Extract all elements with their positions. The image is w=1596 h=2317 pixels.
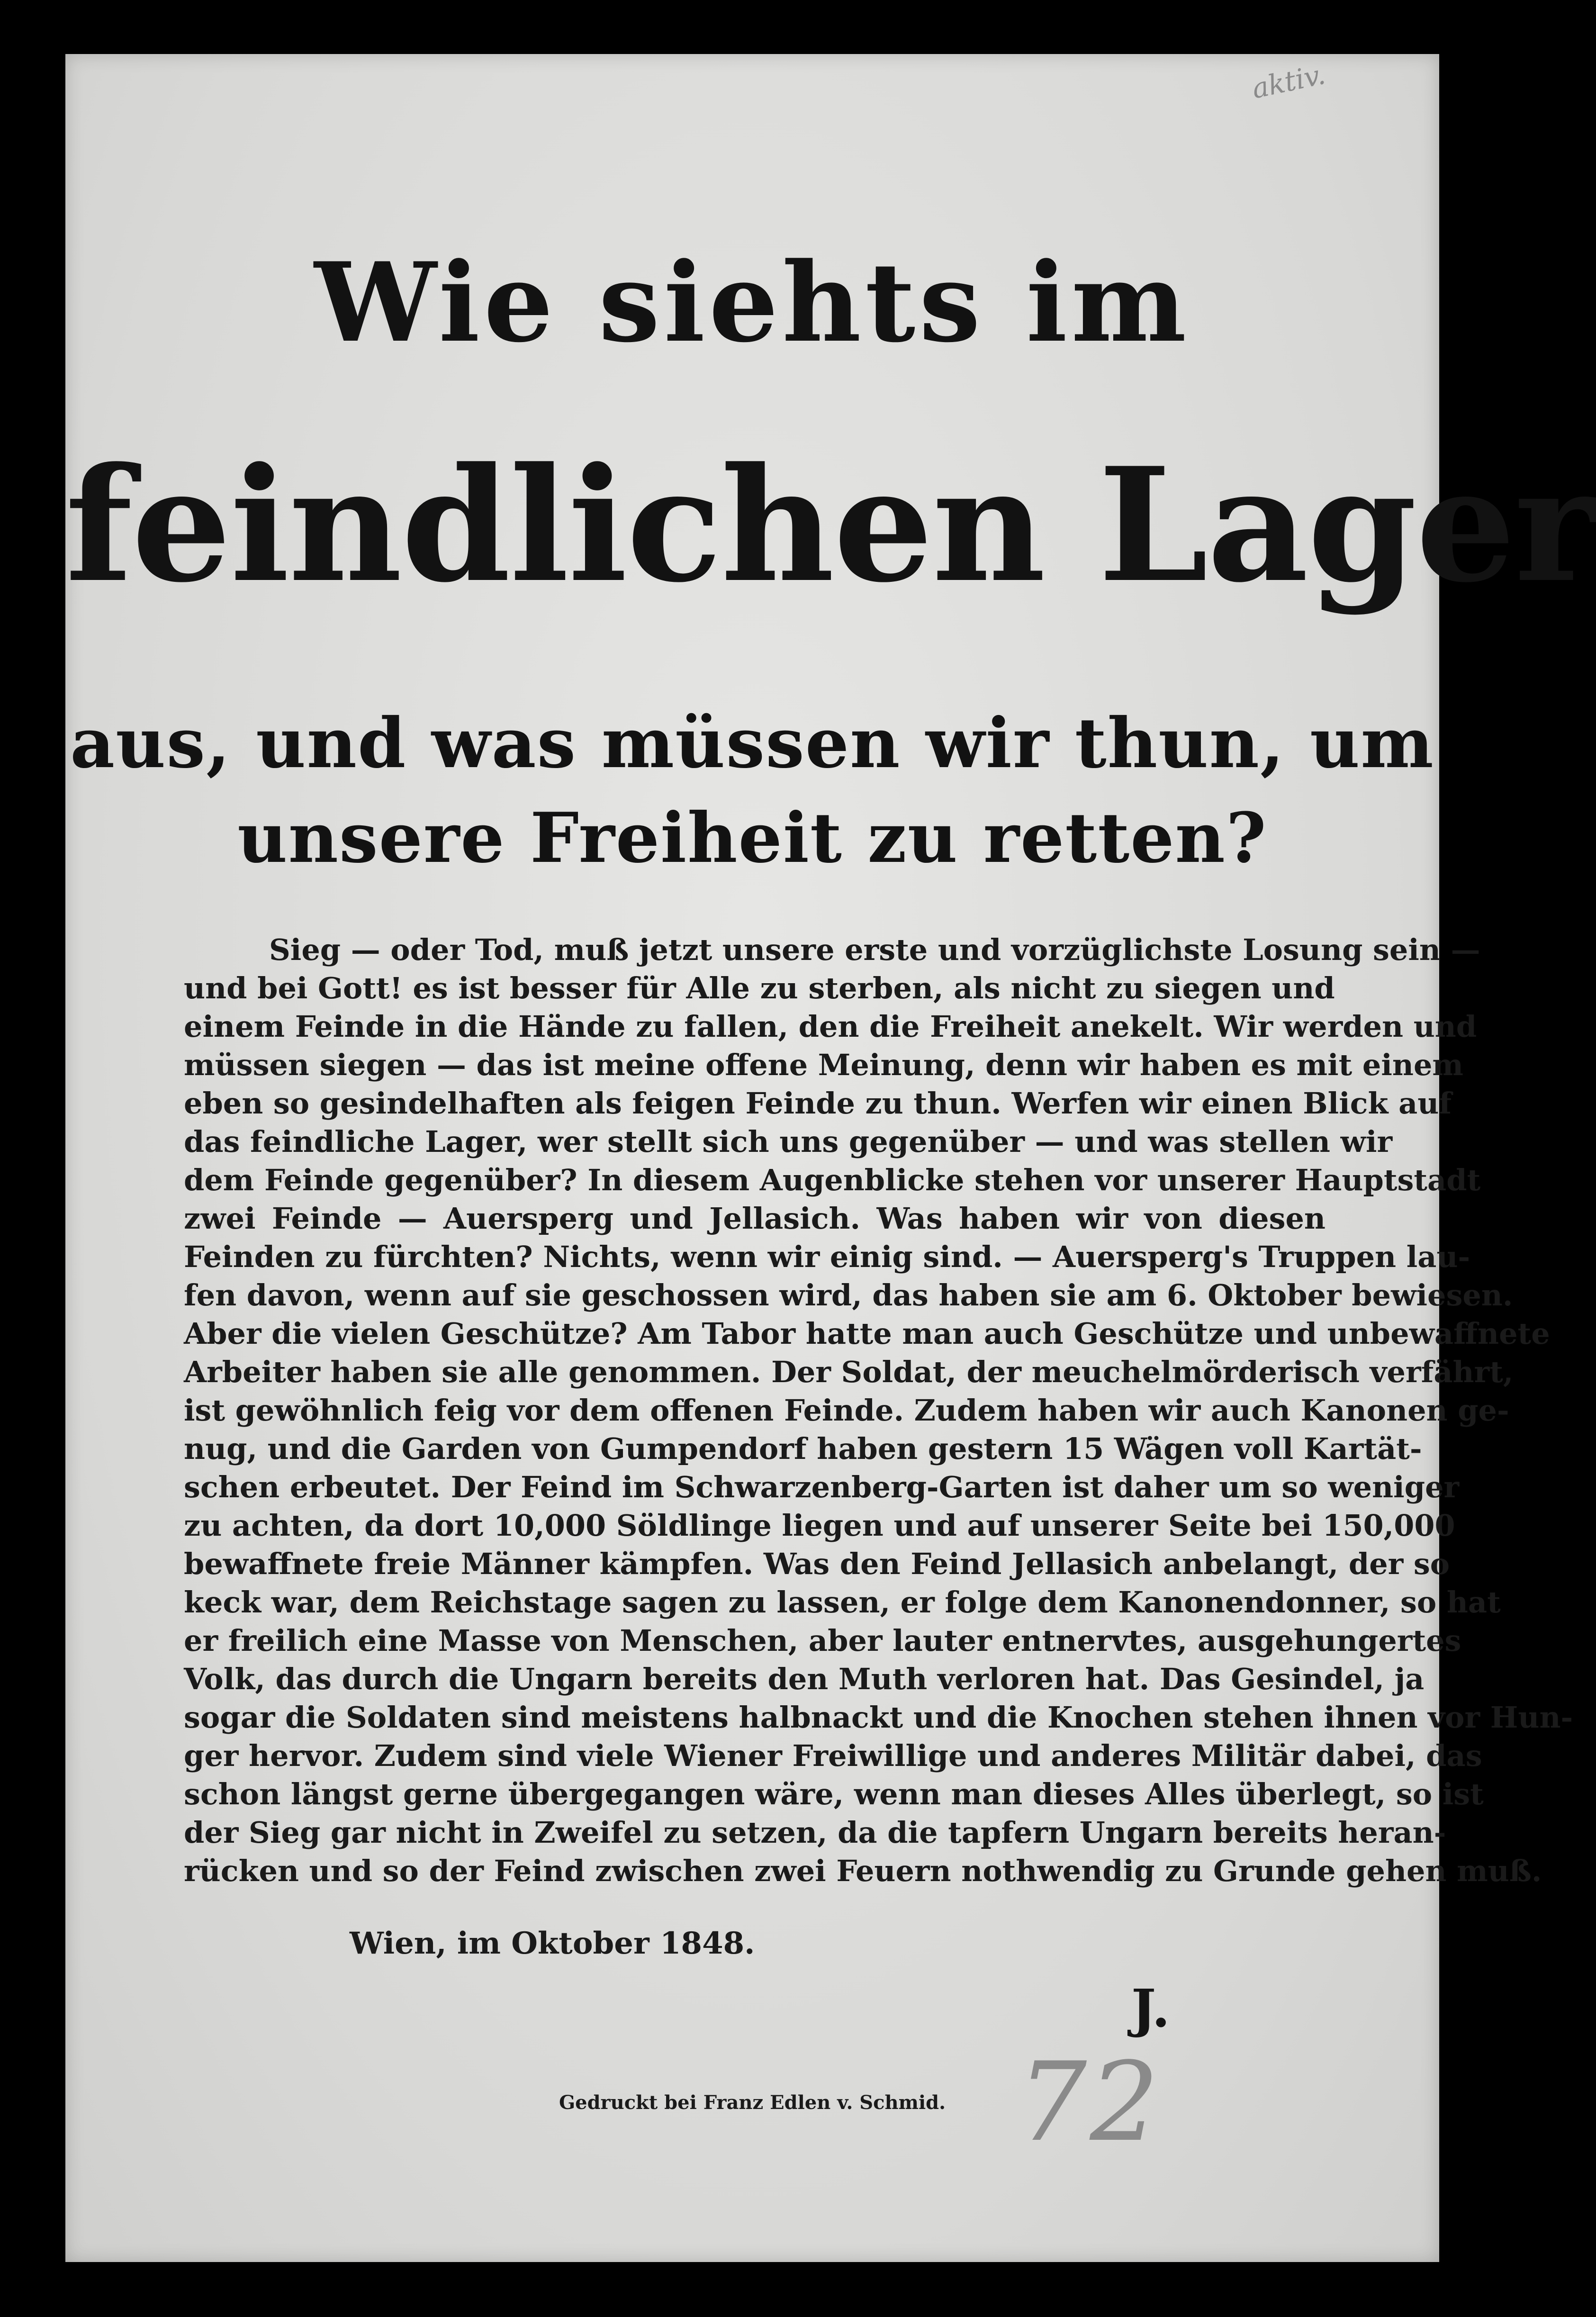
body-line: nug, und die Garden von Gumpendorf haben gestern 15 Wägen voll Kartät- [184, 1431, 1422, 1466]
body-line: schon längst gerne übergegangen wäre, wenn man dieses Alles überlegt, so ist [184, 1777, 1484, 1811]
body-line: Aber die vielen Geschütze? Am Tabor hatte man auch Geschütze und unbewaffnete [184, 1316, 1550, 1351]
body-line: er freilich eine Masse von Menschen, aber lauter entnervtes, ausgehungertes [184, 1623, 1461, 1658]
dateline: Wien, im Oktober 1848. [350, 1926, 755, 1961]
body-line: keck war, dem Reichstage sagen zu lassen, er folge dem Kanonendonner, so hat [184, 1585, 1501, 1620]
title-line-1: Wie siehts im [314, 239, 1190, 367]
shelf-mark: 72 [1018, 2039, 1162, 2166]
body-line: Feinden zu fürchten? Nichts, wenn wir einig sind. — Auersperg's Truppen lau- [184, 1240, 1470, 1274]
body-line: Arbeiter haben sie alle genommen. Der Soldat, der meuchelmörderisch verfährt, [184, 1355, 1514, 1389]
body-line: sogar die Soldaten sind meistens halbnackt und die Knochen stehen ihnen vor Hun- [184, 1700, 1573, 1735]
body-line: rücken und so der Feind zwischen zwei Feuern nothwendig zu Grunde gehen muß. [184, 1854, 1542, 1888]
body-line: zwei Feinde — Auersperg und Jellasich. Was haben wir von diesen [184, 1201, 1325, 1236]
body-line: müssen siegen — das ist meine offene Meinung, denn wir haben es mit einem [184, 1048, 1463, 1082]
body-line: dem Feinde gegenüber? In diesem Augenblicke stehen vor unserer Hauptstadt [184, 1163, 1481, 1197]
body-line: zu achten, da dort 10,000 Söldlinge liegen und auf unserer Seite bei 150,000 [184, 1508, 1455, 1543]
subtitle-line-2: unsere Freiheit zu retten? [237, 798, 1267, 878]
body-line: der Sieg gar nicht in Zweifel zu setzen, da die tapfern Ungarn bereits heran- [184, 1815, 1446, 1850]
signature-initial: J. [1131, 1978, 1170, 2039]
archive-note: aktiv. [1249, 58, 1328, 105]
body-line: Sieg — oder Tod, muß jetzt unsere erste und vorzüglichste Losung sein — [269, 932, 1480, 967]
body-line: das feindliche Lager, wer stellt sich uns gegenüber — und was stellen wir [184, 1124, 1393, 1159]
body-line: ist gewöhnlich feig vor dem offenen Feinde. Zudem haben wir auch Kanonen ge- [184, 1393, 1509, 1428]
body-text [184, 931, 1573, 1890]
broadside-sheet [65, 54, 1596, 2262]
body-line: Volk, das durch die Ungarn bereits den Muth verloren hat. Das Gesindel, ja [184, 1662, 1425, 1696]
subtitle-line-1: aus, und was müssen wir thun, um [70, 703, 1434, 784]
body-line: schen erbeutet. Der Feind im Schwarzenberg-Garten ist daher um so weniger [184, 1470, 1460, 1504]
body-line: einem Feinde in die Hände zu fallen, den die Freiheit anekelt. Wir werden und [184, 1009, 1477, 1044]
body-line: ger hervor. Zudem sind viele Wiener Freiwillige und anderes Militär dabei, das [184, 1738, 1482, 1773]
body-line: eben so gesindelhaften als feigen Feinde zu thun. Werfen wir einen Blick auf [184, 1086, 1452, 1121]
title-line-2: feindlichen Lager [65, 433, 1596, 617]
body-line: bewaffnete freie Männer kämpfen. Was den Feind Jellasich anbelangt, der so [184, 1547, 1450, 1581]
printer-imprint: Gedruckt bei Franz Edlen v. Schmid. [559, 2091, 946, 2114]
body-line: fen davon, wenn auf sie geschossen wird, das haben sie am 6. Oktober bewiesen. [184, 1278, 1513, 1312]
body-line: und bei Gott! es ist besser für Alle zu sterben, als nicht zu siegen und [184, 971, 1335, 1005]
